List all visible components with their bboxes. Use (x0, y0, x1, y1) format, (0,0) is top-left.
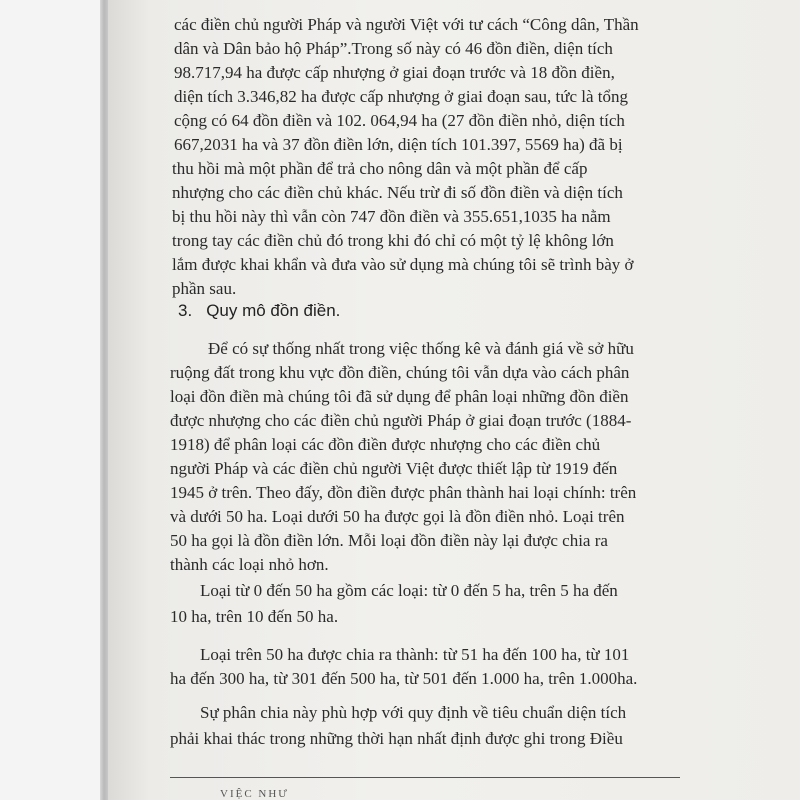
text-line: bị thu hồi này thì vẫn còn 747 đồn điền và 355.651,1035 ha nằm (172, 207, 611, 226)
text-line: diện tích 3.346,82 ha được cấp nhượng ở giai đoạn sau, tức là tổng (174, 87, 629, 106)
section-number: 3. (178, 301, 193, 320)
text-line: 98.717,94 ha được cấp nhượng ở giai đoạn trước và 18 đồn điền, (174, 63, 615, 82)
text-line: loại đồn điền mà chúng tôi đã sử dụng để phân loại những đồn điền (170, 387, 629, 406)
text-line: Sự phân chia này phù hợp với quy định về tiêu chuẩn diện tích (200, 703, 627, 722)
text-line: Loại trên 50 ha được chia ra thành: từ 51 ha đến 100 ha, từ 101 (200, 645, 630, 664)
text-line: dân và Dân bảo hộ Pháp”.Trong số này có 46 đồn điền, diện tích (174, 39, 613, 58)
desk-background (0, 0, 106, 800)
text-line: 1918) để phân loại các đồn điền được nhượng cho các điền chủ (170, 435, 601, 454)
text-line: Loại từ 0 đến 50 ha gồm các loại: từ 0 đến 5 ha, trên 5 ha đến (200, 581, 618, 600)
text-line: 10 ha, trên 10 đến 50 ha. (170, 607, 339, 626)
text-line: thu hồi mà một phần để trả cho nông dân và một phần để cấp (172, 159, 588, 178)
text-line: 1945 ở trên. Theo đấy, đồn điền được phân thành hai loại chính: trên (170, 483, 637, 502)
text-line: người Pháp và các điền chủ người Việt được thiết lập từ 1919 đến (170, 459, 618, 478)
text-line: trong tay các điền chủ đó trong khi đó chỉ có một tỷ lệ không lớn (172, 231, 614, 250)
text-line: và dưới 50 ha. Loại dưới 50 ha được gọi là đồn điền nhỏ. Loại trên (170, 507, 625, 526)
text-line: lắm được khai khẩn và đưa vào sử dụng mà chúng tôi sẽ trình bày ở (172, 255, 634, 274)
text-line: các điền chủ người Pháp và người Việt với tư cách “Công dân, Thần (174, 15, 639, 34)
text-line: phần sau. (172, 279, 237, 298)
footer-text: VIỆC NHƯ (220, 788, 289, 800)
text-line: ha đến 300 ha, từ 301 đến 500 ha, từ 501 đến 1.000 ha, trên 1.000ha. (170, 669, 638, 688)
text-line: 50 ha gọi là đồn điền lớn. Mỗi loại đồn điền này lại được chia ra (170, 531, 608, 550)
text-line: thành các loại nhỏ hơn. (170, 555, 329, 574)
text-line: được nhượng cho các điền chủ người Pháp ở giai đoạn trước (1884- (170, 411, 632, 430)
text-line: ruộng đất trong khu vực đồn điền, chúng tôi vẫn dựa vào cách phân (170, 363, 630, 382)
section-title: Quy mô đồn điền. (206, 301, 341, 320)
text-line: Để có sự thống nhất trong việc thống kê và đánh giá về sở hữu (208, 339, 634, 358)
text-line: phải khai thác trong những thời hạn nhất định được ghi trong Điều (170, 729, 623, 748)
text-line: cộng có 64 đồn điền và 102. 064,94 ha (27 đồn điền nhỏ, diện tích (174, 111, 625, 130)
text-line: nhượng cho các điền chủ khác. Nếu trừ đi số đồn điền và diện tích (172, 183, 623, 202)
section-heading (178, 301, 340, 321)
text-line: 667,2031 ha và 37 đồn điền lớn, diện tích 101.397, 5569 ha) đã bị (174, 135, 623, 154)
footnote-rule (170, 777, 680, 778)
